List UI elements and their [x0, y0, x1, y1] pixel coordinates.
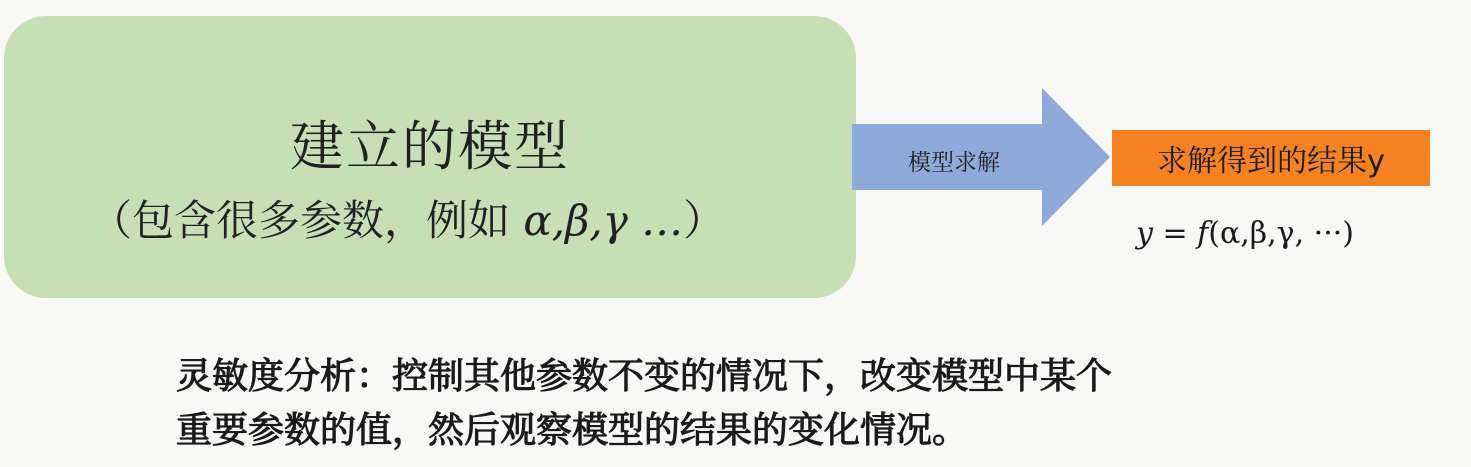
result-formula [1136, 216, 1354, 251]
model-subtitle-prefix: （包含很多参数，例如 [90, 196, 524, 245]
model-subtitle [90, 188, 725, 248]
formula-equals: = [1152, 216, 1198, 251]
description-line-1: 灵敏度分析：控制其他参数不变的情况下，改变模型中某个 [176, 356, 1113, 397]
formula-function: f [1197, 216, 1209, 251]
solve-arrow-label: 模型求解 [908, 150, 1000, 176]
model-subtitle-params: α,β,γ … [523, 196, 684, 245]
sensitivity-description [176, 350, 1112, 458]
model-subtitle-suffix: ） [683, 196, 726, 245]
formula-lhs: y [1136, 216, 1153, 251]
formula-args: (α,β,γ, ···) [1208, 216, 1354, 251]
result-label: 求解得到的结果y [1157, 144, 1385, 179]
description-line-2: 重要参数的值，然后观察模型的结果的变化情况。 [176, 410, 969, 451]
model-box [4, 16, 856, 298]
model-title: 建立的模型 [290, 115, 570, 178]
result-box [1112, 130, 1430, 186]
